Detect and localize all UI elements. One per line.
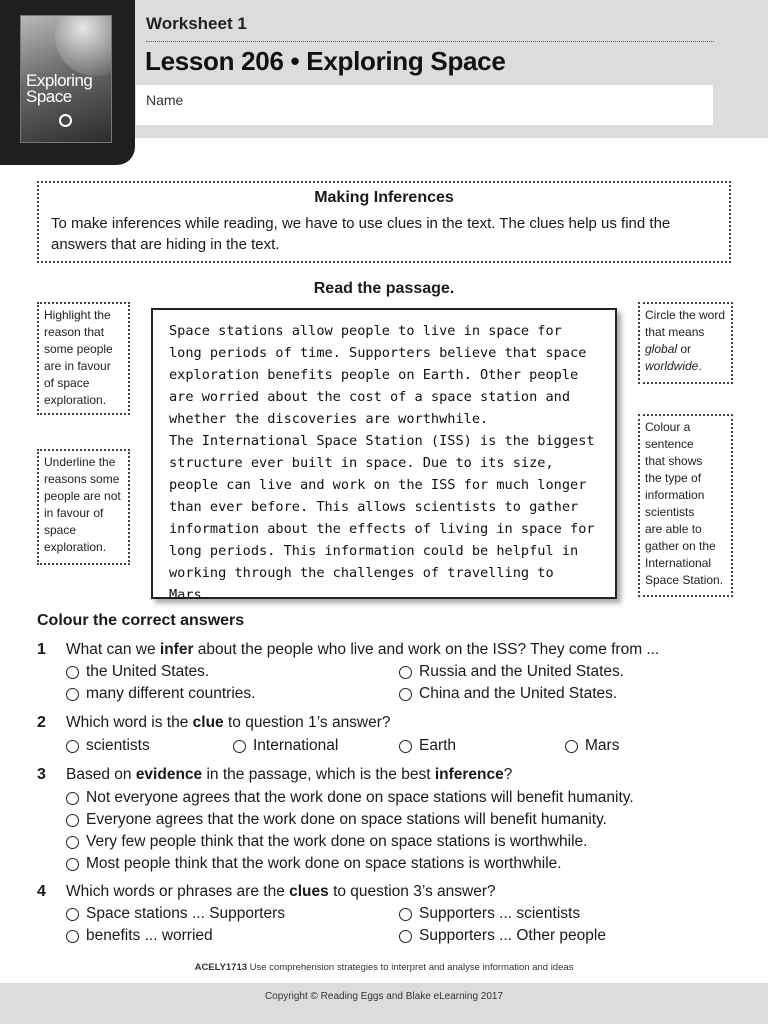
- copyright-text: Copyright © Reading Eggs and Blake eLearning 2017: [264, 991, 504, 1002]
- question-text: Based on evidence in the passage, which is the best inference?: [66, 766, 513, 783]
- answer-option[interactable]: Mars: [565, 737, 619, 755]
- question-number: 2: [37, 714, 46, 731]
- worksheet-label: Worksheet 1: [146, 14, 247, 33]
- answer-option[interactable]: benefits ... worried: [66, 927, 213, 945]
- lesson-title: Lesson 206 • Exploring Space: [145, 46, 506, 76]
- answer-option[interactable]: China and the United States.: [399, 685, 617, 703]
- note-colour-sentence: Colour a sentence that shows the type of information scientists are able to gather on the International Space Station.: [638, 414, 733, 597]
- question-text: Which word is the clue to question 1’s answer?: [66, 714, 391, 731]
- answer-option[interactable]: many different countries.: [66, 685, 255, 703]
- answer-circle-icon[interactable]: [399, 740, 412, 753]
- answer-option[interactable]: International: [233, 737, 338, 755]
- passage-box: [151, 308, 617, 603]
- question-number: 1: [37, 641, 46, 658]
- questions-title: Colour the correct answers: [37, 612, 245, 629]
- answer-option[interactable]: Most people think that the work done on space stations is worthwhile.: [66, 855, 562, 873]
- answer-circle-icon[interactable]: [66, 908, 79, 921]
- answer-option[interactable]: Supporters ... Other people: [399, 927, 606, 945]
- answer-circle-icon[interactable]: [233, 740, 246, 753]
- answer-circle-icon[interactable]: [399, 688, 412, 701]
- note-circle-word: Circle the word that means global or worldwide.: [638, 302, 733, 384]
- passage-paragraph-1: Space stations allow people to live in space for long periods of time. Supporters believe that space exploration benefits people on Earth. Other people are worried about the cost of a space station and whether the discoveries are worthwhile.: [169, 323, 587, 427]
- name-field[interactable]: [136, 85, 713, 125]
- answer-circle-icon[interactable]: [66, 688, 79, 701]
- note-highlight-reason: Highlight the reason that some people are in favour of space exploration.: [37, 302, 130, 415]
- answer-option[interactable]: scientists: [66, 737, 150, 755]
- answer-circle-icon[interactable]: [66, 792, 79, 805]
- answer-circle-icon[interactable]: [66, 666, 79, 679]
- cover-title: Exploring Space: [26, 71, 93, 106]
- question-number: 3: [37, 766, 46, 783]
- header-divider: [146, 41, 714, 42]
- answer-circle-icon[interactable]: [565, 740, 578, 753]
- answer-option[interactable]: Everyone agrees that the work done on space stations will benefit humanity.: [66, 811, 607, 829]
- reading-eggs-logo-icon: [59, 114, 72, 127]
- answer-circle-icon[interactable]: [66, 930, 79, 943]
- answer-circle-icon[interactable]: [399, 930, 412, 943]
- answer-option[interactable]: Not everyone agrees that the work done on space stations will benefit humanity.: [66, 789, 634, 807]
- curriculum-code: ACELY1713 Use comprehension strategies to interpret and analyse information and ideas: [194, 962, 574, 973]
- book-cover-image: [20, 15, 112, 143]
- question-text: What can we infer about the people who live and work on the ISS? They come from ...: [66, 641, 660, 658]
- answer-circle-icon[interactable]: [399, 666, 412, 679]
- answer-circle-icon[interactable]: [66, 858, 79, 871]
- read-passage-title: Read the passage.: [313, 280, 455, 297]
- planet-icon: [55, 15, 112, 76]
- making-inferences-text: To make inferences while reading, we have to use clues in the text. The clues help us find the answers that are hiding in the text.: [51, 215, 671, 253]
- answer-circle-icon[interactable]: [66, 836, 79, 849]
- answer-circle-icon[interactable]: [66, 814, 79, 827]
- answer-option[interactable]: Russia and the United States.: [399, 663, 624, 681]
- answer-option[interactable]: Very few people think that the work done on space stations is worthwhile.: [66, 833, 587, 851]
- answer-option[interactable]: Supporters ... scientists: [399, 905, 580, 923]
- footer-band: [0, 983, 768, 1024]
- name-label: Name: [146, 92, 184, 108]
- question-number: 4: [37, 883, 46, 900]
- answer-circle-icon[interactable]: [66, 740, 79, 753]
- note-underline-reasons: Underline the reasons some people are not in favour of space exploration.: [37, 449, 130, 565]
- making-inferences-box: [37, 181, 731, 263]
- passage-paragraph-2: The International Space Station (ISS) is the biggest structure ever built in space. Due to its size, people can live and work on the ISS for much longer than ever before. This allows scientists to gather information about the effects of living in space for long periods. This information could be helpful in working through the challenges of travelling to Mars.: [169, 433, 595, 603]
- answer-option[interactable]: Earth: [399, 737, 456, 755]
- header-dark-panel: [0, 0, 135, 165]
- making-inferences-title: Making Inferences: [314, 189, 454, 206]
- question-text: Which words or phrases are the clues to question 3’s answer?: [66, 883, 496, 900]
- answer-circle-icon[interactable]: [399, 908, 412, 921]
- answer-option[interactable]: the United States.: [66, 663, 209, 681]
- answer-option[interactable]: Space stations ... Supporters: [66, 905, 285, 923]
